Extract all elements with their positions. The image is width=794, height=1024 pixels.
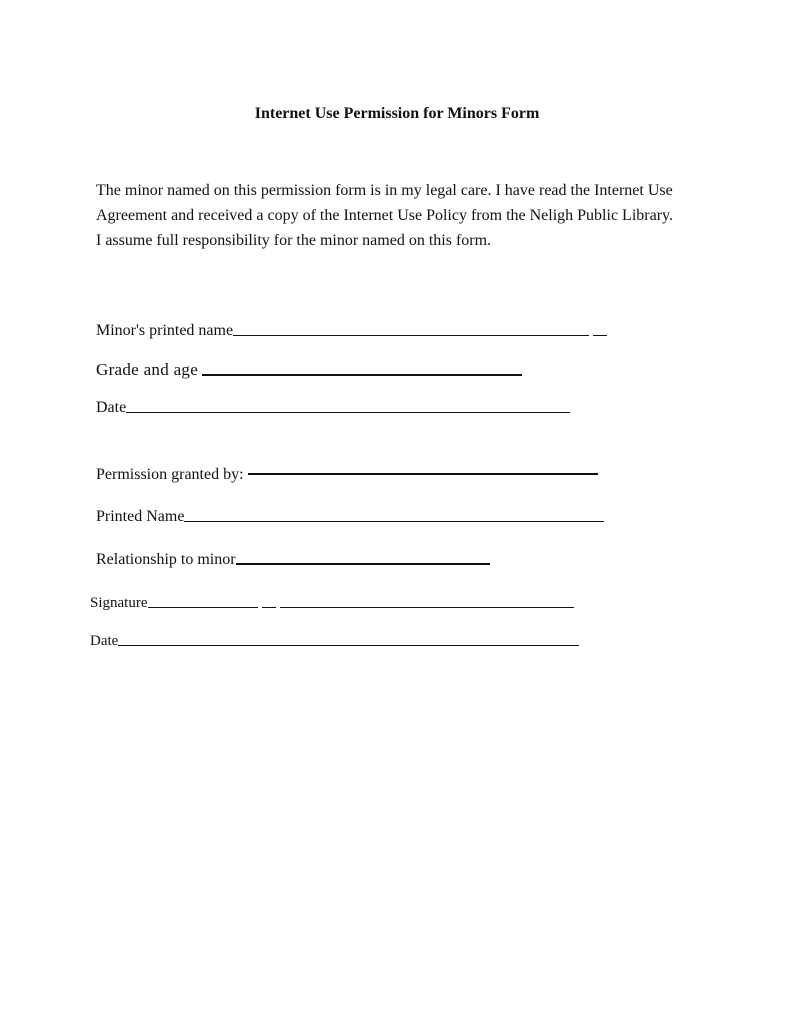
permission-by-field <box>96 466 598 484</box>
date-guardian-field <box>90 633 579 650</box>
signature-line-part-3[interactable] <box>280 606 574 608</box>
permission-by-label: Permission granted by: <box>96 466 244 483</box>
grade-age-line[interactable] <box>202 373 522 376</box>
printed-name-line[interactable] <box>184 520 604 522</box>
relationship-label: Relationship to minor <box>96 551 236 568</box>
intro-paragraph: The minor named on this permission form is in my legal care. I have read the Internet Use Agreement and received a copy of the Internet Use Policy from the Neligh Public Library. I assume full responsibility for the minor named on this form. <box>96 182 673 249</box>
date-guardian-line[interactable] <box>118 644 579 646</box>
signature-label: Signature <box>90 595 148 611</box>
relationship-field <box>96 551 490 569</box>
date-minor-field <box>96 399 570 417</box>
date-minor-line[interactable] <box>126 411 570 413</box>
minor-name-line-tail <box>593 334 607 336</box>
minor-name-label: Minor's printed name <box>96 322 234 339</box>
form-title: Internet Use Permission for Minors Form <box>254 105 540 122</box>
minor-name-line[interactable] <box>233 334 589 336</box>
permission-by-line[interactable] <box>248 472 598 475</box>
printed-name-field <box>96 508 604 526</box>
signature-line-part-1[interactable] <box>148 606 258 608</box>
minor-name-field <box>96 322 607 340</box>
signature-field <box>90 595 574 612</box>
printed-name-label: Printed Name <box>96 508 185 525</box>
grade-age-label: Grade and age <box>96 360 199 379</box>
grade-age-field <box>96 360 522 380</box>
relationship-line[interactable] <box>236 562 490 565</box>
date-minor-label: Date <box>96 399 127 416</box>
date-guardian-label: Date <box>90 633 119 649</box>
signature-line-part-2 <box>262 606 276 608</box>
